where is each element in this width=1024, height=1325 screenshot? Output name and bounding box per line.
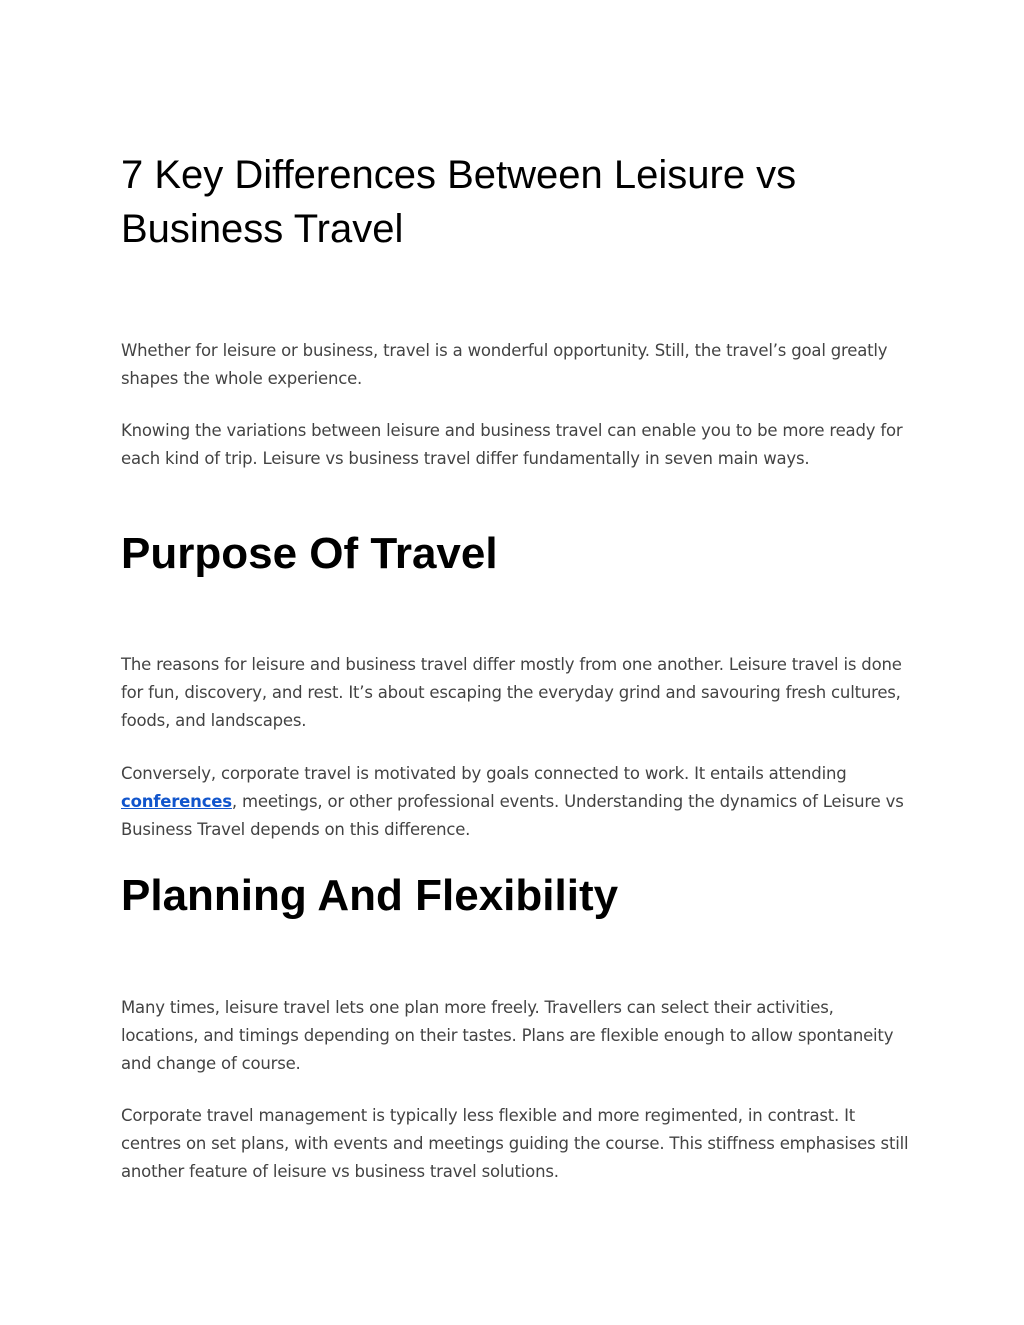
purpose-paragraph-1: The reasons for leisure and business travel differ mostly from one another. Leisure travel is done for fun, discovery, and rest. It’s about escaping the everyday grind and savouring fresh cultures, foods, and landscapes. [121,655,902,730]
conferences-link[interactable]: conferences [121,792,232,811]
purpose-paragraph-2-text-a: Conversely, corporate travel is motivated by goals connected to work. It entails attending [121,764,847,783]
intro-paragraph-2: Knowing the variations between leisure and business travel can enable you to be more ready for each kind of trip. Leisure vs business travel differ fundamentally in seven main ways. [121,421,903,468]
purpose-paragraph-2 [121,760,911,844]
document-title: 7 Key Differences Between Leisure vs Business Travel [121,153,797,251]
intro-paragraph-1: Whether for leisure or business, travel is a wonderful opportunity. Still, the travel’s goal greatly shapes the whole experience. [121,341,888,388]
section-heading-purpose: Purpose Of Travel [121,529,498,578]
planning-paragraph-1: Many times, leisure travel lets one plan more freely. Travellers can select their activities, locations, and timings depending on their tastes. Plans are flexible enough to allow spontaneity and change of course. [121,998,894,1073]
planning-paragraph-2: Corporate travel management is typically less flexible and more regimented, in contrast. It centres on set plans, with events and meetings guiding the course. This stiffness emphasises still another feature of leisure vs business travel solutions. [121,1106,909,1181]
purpose-paragraph-2-text-b: , meetings, or other professional events. Understanding the dynamics of Leisure vs Business Travel depends on this difference. [121,792,904,839]
section-heading-planning: Planning And Flexibility [121,871,619,920]
